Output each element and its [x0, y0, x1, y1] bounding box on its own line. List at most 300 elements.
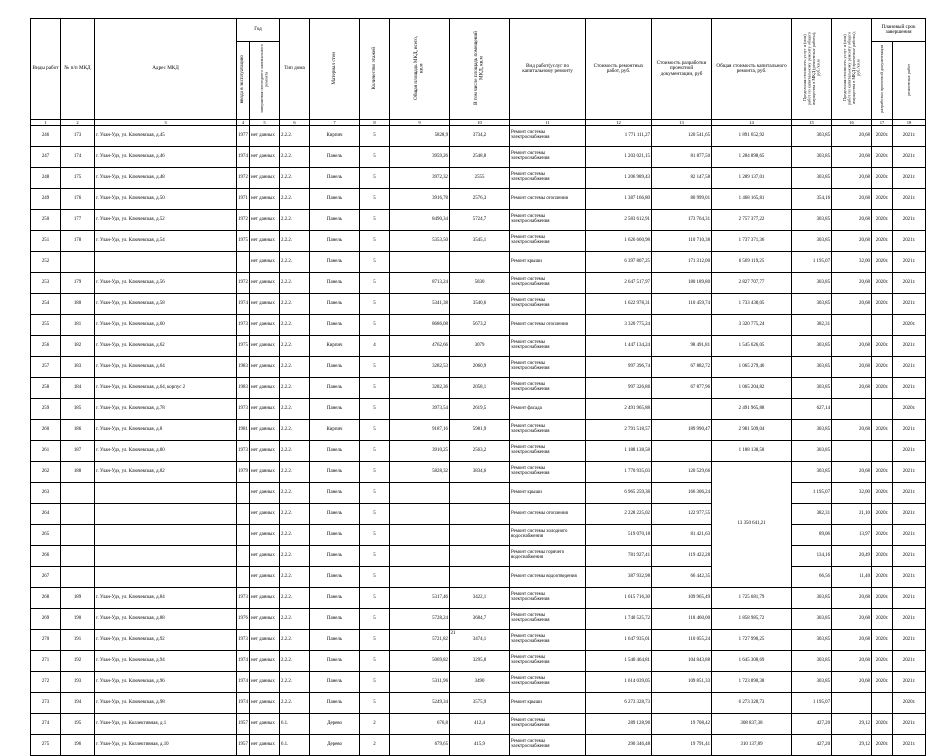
- cell-deadline-repair: 2021г.: [893, 483, 926, 504]
- column-number: 17: [872, 120, 893, 126]
- cell-project-cost: 166 306,24: [652, 483, 712, 504]
- column-number: 9: [390, 120, 450, 126]
- cell-deadline-repair: 2021г.: [893, 420, 926, 441]
- cell-vid-rabot: 255: [31, 315, 61, 336]
- cell-vid-rabot: 258: [31, 378, 61, 399]
- header-etazhi: Количество этажей: [360, 19, 390, 120]
- cell-address: г. Улан-Удэ, ул. Ключевская, д.96: [95, 672, 237, 693]
- cell-vid-rabot: 246: [31, 126, 61, 147]
- cell-house-type: 2.2.2.: [280, 588, 310, 609]
- cell-mkd-number: 181: [61, 315, 95, 336]
- cell-deadline-repair: 2021г.: [893, 462, 926, 483]
- cell-vid-rabot: 260: [31, 420, 61, 441]
- cell-premises-area: 2058,1: [450, 378, 510, 399]
- cell-year-repair: нет данных: [250, 546, 280, 567]
- cell-vid-rabot: 248: [31, 168, 61, 189]
- table-row: [31, 252, 926, 273]
- cell-limit-project: 20,68: [832, 168, 872, 189]
- cell-address: г. Улан-Удэ, ул. Ключевская, д.80: [95, 441, 237, 462]
- cell-limit-repair: 303,85: [792, 378, 832, 399]
- cell-deadline-repair: 2021г.: [893, 567, 926, 588]
- cell-year-built: 1976: [237, 609, 250, 630]
- cell-deadline-repair: 2020г.: [893, 693, 926, 714]
- cell-deadline-project: [872, 399, 893, 420]
- cell-total-cost: 308 837,38: [712, 714, 792, 735]
- cell-vid-rabot: 261: [31, 441, 61, 462]
- header-tip-doma: Тип дома: [280, 19, 310, 120]
- cell-repair-cost: 2 583 612,91: [586, 210, 652, 231]
- cell-repair-cost: 997 396,74: [586, 357, 652, 378]
- cell-address: г. Улан-Удэ, ул. Ключевская, д.84: [95, 588, 237, 609]
- table-row: [31, 567, 926, 588]
- cell-limit-project: 20,68: [832, 357, 872, 378]
- cell-year-repair: нет данных: [250, 672, 280, 693]
- cell-total-area: [390, 567, 450, 588]
- cell-wall-material: Панель: [310, 504, 360, 525]
- header-vid-rabot: Вид работ(услуг по капитальному ремонту: [510, 19, 586, 120]
- cell-year-built: [237, 504, 250, 525]
- cell-house-type: 2.2.2.: [280, 147, 310, 168]
- cell-deadline-repair: 2021г.: [893, 504, 926, 525]
- cell-premises-area: 5673,2: [450, 315, 510, 336]
- table-row: [31, 735, 926, 756]
- cell-limit-repair: 303,85: [792, 357, 832, 378]
- cell-total-area: 5353,50: [390, 231, 450, 252]
- cell-repair-cost: 1 188 138,58: [586, 441, 652, 462]
- cell-year-built: 1979: [237, 462, 250, 483]
- cell-year-built: 1973: [237, 315, 250, 336]
- cell-vid-rabot: 265: [31, 525, 61, 546]
- cell-repair-cost: 1 540 464,81: [586, 651, 652, 672]
- cell-work-type: Ремонт системы электроснабжения: [510, 609, 586, 630]
- cell-limit-repair: 303,85: [792, 273, 832, 294]
- column-number: 6: [280, 120, 310, 126]
- cell-project-cost: 67 882,72: [652, 357, 712, 378]
- cell-work-type: Ремонт системы электроснабжения: [510, 126, 586, 147]
- column-number: 11: [510, 120, 586, 126]
- header-srok-remont: ремонтных работ: [893, 42, 926, 120]
- cell-year-built: [237, 546, 250, 567]
- column-number: 16: [832, 120, 872, 126]
- cell-wall-material: Панель: [310, 567, 360, 588]
- cell-deadline-repair: 2021г.: [893, 252, 926, 273]
- cell-total-area: 3959,26: [390, 147, 450, 168]
- cell-vid-rabot: 259: [31, 399, 61, 420]
- cell-repair-cost: 1 206 989,43: [586, 168, 652, 189]
- cell-limit-repair: 303,85: [792, 588, 832, 609]
- cell-house-type: 2.2.2.: [280, 441, 310, 462]
- cell-year-built: 1983: [237, 357, 250, 378]
- cell-project-cost: [652, 399, 712, 420]
- cell-deadline-project: [872, 441, 893, 462]
- cell-limit-repair: 303,85: [792, 441, 832, 462]
- cell-year-built: 1974: [237, 147, 250, 168]
- cell-work-type: Ремонт системы электроснабжения: [510, 441, 586, 462]
- cell-premises-area: 3079: [450, 336, 510, 357]
- cell-wall-material: Панель: [310, 147, 360, 168]
- cell-limit-project: 21,10: [832, 504, 872, 525]
- cell-premises-area: 2619,5: [450, 399, 510, 420]
- cell-vid-rabot: 269: [31, 609, 61, 630]
- cell-house-type: 2.2.2.: [280, 546, 310, 567]
- cell-work-type: Ремонт системы водоотведения: [510, 567, 586, 588]
- cell-repair-cost: 781 927,41: [586, 546, 652, 567]
- cell-floors: 5: [360, 126, 390, 147]
- cell-year-repair: нет данных: [250, 588, 280, 609]
- cell-total-area: 3282,53: [390, 357, 450, 378]
- cell-project-cost: 82 147,58: [652, 168, 712, 189]
- cell-year-repair: нет данных: [250, 126, 280, 147]
- cell-limit-repair: 303,85: [792, 672, 832, 693]
- cell-vid-rabot: 247: [31, 147, 61, 168]
- cell-mkd-number: [61, 252, 95, 273]
- cell-premises-area: 3295,8: [450, 651, 510, 672]
- cell-year-built: 1973: [237, 441, 250, 462]
- cell-total-area: [390, 483, 450, 504]
- cell-mkd-number: [61, 525, 95, 546]
- cell-total-cost: 1 289 137,01: [712, 168, 792, 189]
- column-number: 15: [792, 120, 832, 126]
- cell-deadline-project: 2020г.: [872, 189, 893, 210]
- cell-work-type: Ремонт системы электроснабжения: [510, 357, 586, 378]
- cell-mkd-number: [61, 567, 95, 588]
- cell-deadline-repair: 2021г.: [893, 735, 926, 756]
- cell-project-cost: 81 877,50: [652, 147, 712, 168]
- cell-wall-material: Панель: [310, 273, 360, 294]
- cell-premises-area: [450, 504, 510, 525]
- cell-house-type: 6.1.: [280, 735, 310, 756]
- cell-limit-project: 11,40: [832, 567, 872, 588]
- cell-total-cost: 1 468 165,81: [712, 189, 792, 210]
- cell-mkd-number: 194: [61, 693, 95, 714]
- cell-premises-area: [450, 567, 510, 588]
- table-row: [31, 525, 926, 546]
- cell-project-cost: 173 764,31: [652, 210, 712, 231]
- cell-total-area: 3973,54: [390, 399, 450, 420]
- cell-year-repair: нет данных: [250, 441, 280, 462]
- cell-wall-material: Панель: [310, 252, 360, 273]
- cell-total-area: 5069,82: [390, 651, 450, 672]
- cell-mkd-number: 191: [61, 630, 95, 651]
- header-god-vvoda: ввода в эксплуатацию: [237, 42, 250, 120]
- cell-total-area: 5721,82: [390, 630, 450, 651]
- cell-address: г. Улан-Удэ, ул. Ключевская, д.78: [95, 399, 237, 420]
- cell-house-type: 2.2.2.: [280, 273, 310, 294]
- table-row: [31, 315, 926, 336]
- cell-deadline-repair: 2021г.: [893, 588, 926, 609]
- header-srok: Плановый срок завершения: [872, 19, 926, 42]
- cell-house-type: 6.1.: [280, 714, 310, 735]
- cell-work-type: Ремонт системы электроснабжения: [510, 378, 586, 399]
- cell-total-cost: 1 858 985,72: [712, 609, 792, 630]
- cell-limit-project: 20,68: [832, 336, 872, 357]
- cell-work-type: Ремонт системы отопления: [510, 189, 586, 210]
- cell-vid-rabot: 274: [31, 714, 61, 735]
- cell-limit-repair: 303,85: [792, 630, 832, 651]
- cell-project-cost: 171 312,00: [652, 252, 712, 273]
- cell-floors: 5: [360, 252, 390, 273]
- cell-deadline-repair: 2021г.: [893, 168, 926, 189]
- cell-vid-rabot: 263: [31, 483, 61, 504]
- cell-limit-project: 20,68: [832, 378, 872, 399]
- cell-limit-repair: 303,85: [792, 147, 832, 168]
- cell-limit-project: 20,68: [832, 189, 872, 210]
- cell-wall-material: Панель: [310, 546, 360, 567]
- document-page: [30, 18, 916, 756]
- cell-mkd-number: 185: [61, 399, 95, 420]
- cell-mkd-number: 189: [61, 588, 95, 609]
- cell-total-area: 4762,66: [390, 336, 450, 357]
- cell-year-built: 1974: [237, 672, 250, 693]
- cell-year-repair: нет данных: [250, 525, 280, 546]
- cell-work-type: Ремонт системы электроснабжения: [510, 735, 586, 756]
- table-row: [31, 189, 926, 210]
- cell-repair-cost: 2 791 518,57: [586, 420, 652, 441]
- cell-year-repair: нет данных: [250, 420, 280, 441]
- cell-limit-repair: 303,85: [792, 210, 832, 231]
- cell-project-cost: 118 460,00: [652, 609, 712, 630]
- cell-premises-area: 3575,9: [450, 693, 510, 714]
- table-row: [31, 147, 926, 168]
- cell-project-cost: 110 055,24: [652, 630, 712, 651]
- cell-premises-area: 3422,1: [450, 588, 510, 609]
- cell-year-repair: нет данных: [250, 735, 280, 756]
- cell-limit-project: 20,68: [832, 588, 872, 609]
- cell-floors: 5: [360, 630, 390, 651]
- cell-work-type: Ремонт системы отопления: [510, 315, 586, 336]
- cell-address: г. Улан-Удэ, ул. Ключевская, д.98: [95, 693, 237, 714]
- cell-limit-project: 20,68: [832, 462, 872, 483]
- cell-deadline-project: 2020г.: [872, 630, 893, 651]
- cell-repair-cost: 6 273 328,73: [586, 693, 652, 714]
- cell-floors: 5: [360, 588, 390, 609]
- cell-repair-cost: 1 740 525,72: [586, 609, 652, 630]
- cell-limit-project: 20,68: [832, 651, 872, 672]
- cell-year-repair: нет данных: [250, 189, 280, 210]
- cell-project-cost: 19 708,42: [652, 714, 712, 735]
- cell-floors: 5: [360, 441, 390, 462]
- cell-limit-repair: 303,85: [792, 168, 832, 189]
- cell-year-repair: нет данных: [250, 294, 280, 315]
- cell-limit-project: 20,68: [832, 273, 872, 294]
- cell-wall-material: Панель: [310, 378, 360, 399]
- cell-floors: 5: [360, 294, 390, 315]
- cell-repair-cost: 290 346,48: [586, 735, 652, 756]
- cell-total-cost: 2 981 509,04: [712, 420, 792, 441]
- cell-project-cost: [652, 441, 712, 462]
- cell-floors: 5: [360, 147, 390, 168]
- cell-address: г. Улан-Удэ, ул. Ключевская, д.88: [95, 609, 237, 630]
- cell-address: г. Улан-Удэ, ул. Ключевская, д.94: [95, 651, 237, 672]
- cell-year-repair: нет данных: [250, 462, 280, 483]
- column-number: 14: [712, 120, 792, 126]
- cell-vid-rabot: 254: [31, 294, 61, 315]
- cell-work-type: Ремонт системы электроснабжения: [510, 651, 586, 672]
- header-god-remonta: завершения последнего капитального ремонта: [250, 42, 280, 120]
- cell-total-area: 3282,36: [390, 378, 450, 399]
- cell-year-built: 1972: [237, 210, 250, 231]
- cell-project-cost: 104 843,88: [652, 651, 712, 672]
- cell-house-type: 2.2.2.: [280, 420, 310, 441]
- cell-house-type: 2.2.2.: [280, 357, 310, 378]
- cell-house-type: 2.2.2.: [280, 168, 310, 189]
- cell-work-type: Ремонт системы горячего водоснабжения: [510, 546, 586, 567]
- cell-address: [95, 567, 237, 588]
- cell-total-cost: 1 065 204,82: [712, 378, 792, 399]
- cell-floors: 5: [360, 315, 390, 336]
- cell-house-type: 2.2.2.: [280, 210, 310, 231]
- cell-wall-material: Панель: [310, 483, 360, 504]
- cell-deadline-repair: 2021г.: [893, 441, 926, 462]
- cell-premises-area: 2563,2: [450, 441, 510, 462]
- cell-work-type: Ремонт системы электроснабжения: [510, 714, 586, 735]
- cell-work-type: Ремонт системы электроснабжения: [510, 210, 586, 231]
- cell-deadline-project: [872, 693, 893, 714]
- cell-total-cost: 1 723 890,38: [712, 672, 792, 693]
- cell-premises-area: 5981,9: [450, 420, 510, 441]
- cell-floors: 5: [360, 546, 390, 567]
- cell-repair-cost: 387 932,98: [586, 567, 652, 588]
- cell-total-area: 5728,24: [390, 609, 450, 630]
- cell-mkd-number: 187: [61, 441, 95, 462]
- header-pred1: Предельная стоимость услуг и (или) работ по капитальному ремонту общего имущества в МКД (ремонтные работы), руб./кв.м: [792, 19, 832, 120]
- cell-deadline-project: 2020г.: [872, 546, 893, 567]
- cell-limit-project: 20,68: [832, 420, 872, 441]
- cell-premises-area: 5830: [450, 273, 510, 294]
- cell-year-repair: нет данных: [250, 336, 280, 357]
- cell-mkd-number: 188: [61, 462, 95, 483]
- cell-work-type: Ремонт системы холодного водоснабжения: [510, 525, 586, 546]
- cell-year-built: 1973: [237, 399, 250, 420]
- cell-limit-repair: 303,85: [792, 609, 832, 630]
- cell-house-type: 2.2.2.: [280, 630, 310, 651]
- cell-vid-rabot: 270: [31, 630, 61, 651]
- cell-limit-repair: 303,85: [792, 126, 832, 147]
- cell-deadline-project: 2020г.: [872, 231, 893, 252]
- cell-total-area: [390, 525, 450, 546]
- cell-limit-repair: 382,31: [792, 504, 832, 525]
- cell-vid-rabot: 271: [31, 651, 61, 672]
- cell-total-area: 3910,25: [390, 441, 450, 462]
- cell-floors: 5: [360, 483, 390, 504]
- cell-mkd-number: 174: [61, 147, 95, 168]
- column-number: 12: [586, 120, 652, 126]
- cell-vid-rabot: 251: [31, 231, 61, 252]
- table-row: [31, 420, 926, 441]
- cell-vid-rabot: 262: [31, 462, 61, 483]
- cell-wall-material: Панель: [310, 189, 360, 210]
- cell-limit-project: 20,68: [832, 231, 872, 252]
- cell-limit-repair: 303,85: [792, 294, 832, 315]
- cell-deadline-repair: 2021г.: [893, 273, 926, 294]
- cell-house-type: 2.2.2.: [280, 189, 310, 210]
- cell-year-built: 1974: [237, 693, 250, 714]
- header-ploshchad: Общая площадь МКД, всего, кв.м: [390, 19, 450, 120]
- cell-work-type: Ремонт системы электроснабжения: [510, 630, 586, 651]
- cell-premises-area: 2060,9: [450, 357, 510, 378]
- table-row: [31, 126, 926, 147]
- cell-limit-project: [832, 399, 872, 420]
- cell-vid-rabot: 272: [31, 672, 61, 693]
- cell-premises-area: 3834,6: [450, 462, 510, 483]
- cell-work-type: Ремонт крыши: [510, 483, 586, 504]
- cell-house-type: 2.2.2.: [280, 231, 310, 252]
- cell-deadline-repair: 2021г.: [893, 546, 926, 567]
- cell-limit-repair: 382,31: [792, 315, 832, 336]
- cell-repair-cost: 1 622 978,31: [586, 294, 652, 315]
- cell-deadline-project: 2020г.: [872, 714, 893, 735]
- cell-year-repair: нет данных: [250, 168, 280, 189]
- header-srok-proekt: разработки проектной документации: [872, 42, 893, 120]
- cell-wall-material: Панель: [310, 462, 360, 483]
- cell-limit-repair: 1 195,07: [792, 693, 832, 714]
- cell-premises-area: [450, 525, 510, 546]
- cell-premises-area: 3545,1: [450, 231, 510, 252]
- header-adres: Адрес МКД: [95, 19, 237, 120]
- cell-deadline-repair: 2021г.: [893, 147, 926, 168]
- cell-year-built: 1957: [237, 714, 250, 735]
- cell-project-cost: 80 999,01: [652, 189, 712, 210]
- cell-limit-project: 29,12: [832, 714, 872, 735]
- cell-deadline-project: 2020г.: [872, 336, 893, 357]
- cell-mkd-number: 177: [61, 210, 95, 231]
- cell-address: г. Улан-Удэ, ул. Ключевская, д.8: [95, 420, 237, 441]
- cell-wall-material: Панель: [310, 399, 360, 420]
- cell-address: г. Улан-Удэ, ул. Ключевская, д.60: [95, 315, 237, 336]
- cell-address: г. Улан-Удэ, ул. Ключевская, д.45: [95, 126, 237, 147]
- cell-total-area: [390, 546, 450, 567]
- cell-repair-cost: 1 771 111,27: [586, 126, 652, 147]
- cell-total-cost: 6 569 119,25: [712, 252, 792, 273]
- cell-total-cost: 2 827 707,77: [712, 273, 792, 294]
- cell-total-area: [390, 252, 450, 273]
- cell-mkd-number: 192: [61, 651, 95, 672]
- cell-mkd-number: 184: [61, 378, 95, 399]
- cell-house-type: 2.2.2.: [280, 399, 310, 420]
- column-number: 10: [450, 120, 510, 126]
- cell-address: г. Улан-Удэ, ул. Ключевская, д.64: [95, 357, 237, 378]
- cell-total-area: 5317,46: [390, 588, 450, 609]
- cell-work-type: Ремонт системы электроснабжения: [510, 273, 586, 294]
- cell-total-cost: 1 737 371,36: [712, 231, 792, 252]
- cell-wall-material: Панель: [310, 630, 360, 651]
- cell-vid-rabot: 268: [31, 588, 61, 609]
- page-number: 21: [450, 631, 456, 636]
- cell-total-cost: 1 725 681,79: [712, 588, 792, 609]
- cell-house-type: 2.2.2.: [280, 315, 310, 336]
- cell-house-type: 2.2.2.: [280, 525, 310, 546]
- cell-work-type: Ремонт фасада: [510, 399, 586, 420]
- cell-wall-material: Кирпич: [310, 126, 360, 147]
- cell-deadline-repair: 2021г.: [893, 714, 926, 735]
- cell-mkd-number: 186: [61, 420, 95, 441]
- cell-limit-project: [832, 441, 872, 462]
- cell-mkd-number: 180: [61, 294, 95, 315]
- table-row: [31, 210, 926, 231]
- cell-vid-rabot: 249: [31, 189, 61, 210]
- cell-deadline-project: 2020г.: [872, 504, 893, 525]
- cell-repair-cost: 997 326,86: [586, 378, 652, 399]
- cell-premises-area: 3474,1: [450, 630, 510, 651]
- cell-repair-cost: 1 626 660,98: [586, 231, 652, 252]
- cell-year-repair: нет данных: [250, 693, 280, 714]
- cell-deadline-project: 2020г.: [872, 378, 893, 399]
- cell-limit-repair: 89,06: [792, 525, 832, 546]
- cell-wall-material: Дерево: [310, 735, 360, 756]
- cell-year-repair: нет данных: [250, 210, 280, 231]
- cell-repair-cost: 2 491 965,88: [586, 399, 652, 420]
- cell-floors: 5: [360, 651, 390, 672]
